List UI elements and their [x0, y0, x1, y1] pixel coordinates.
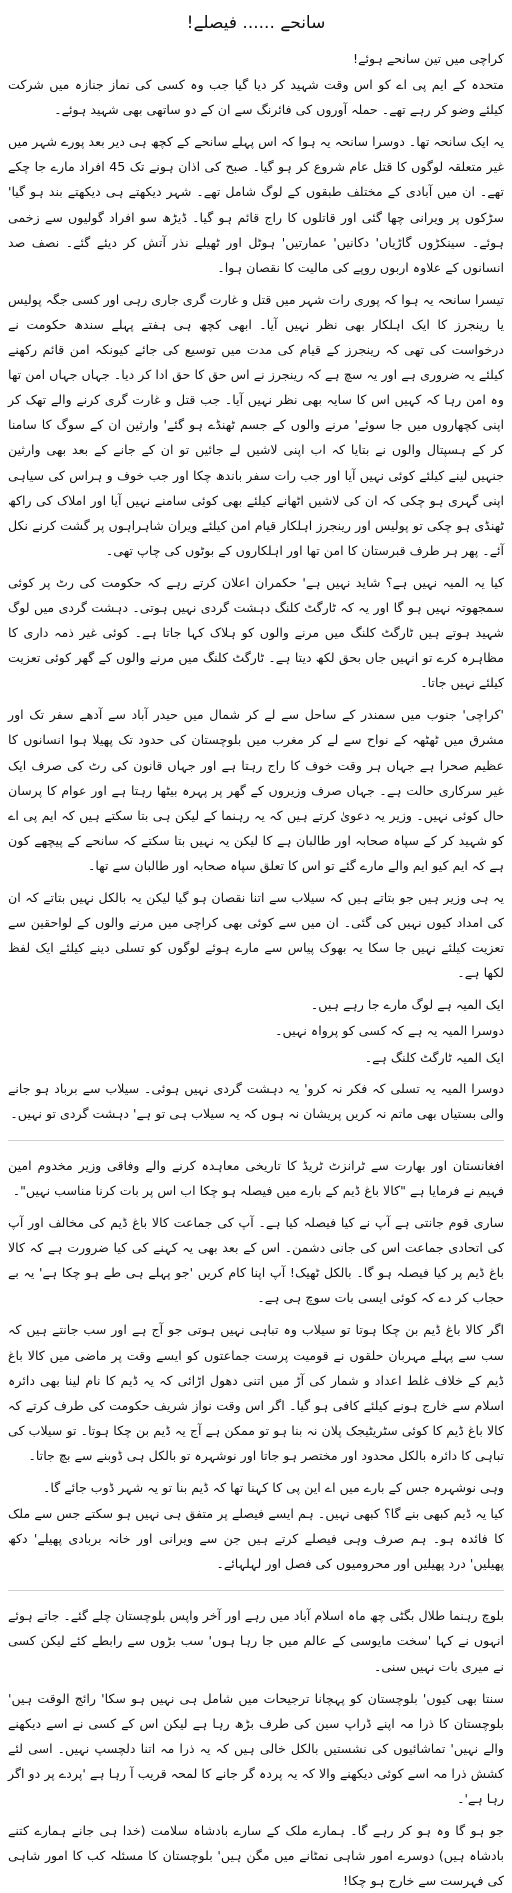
paragraph-kings: جو ہو گا وہ ہو کر رہے گا۔ ہمارے ملک کے سارے بادشاہ سلامت (خدا ہی جانے ہمارے کتنے بادشاہ ہیں) دوسرے امور شاہی نمٹانے میں مگن ہیں' بلوچستان کا مسئلہ کب کا امور شاہی کی فہرست سے خارج ہو چکا! [8, 1823, 504, 1889]
paragraph-intro: کراچی میں تین سانحے ہوئے! [353, 51, 504, 66]
section-kalabagh-dam [8, 1153, 504, 1577]
article-body [8, 46, 504, 1893]
paragraph-amin-fahim: افغانستان اور بھارت سے ٹرانزٹ ٹریڈ کا تاریخی معاہدہ کرنے والے وفاقی وزیر مخدوم امین فہیم نے فرمایا ہے "کالا باغ ڈیم کے بارے میں فیصلہ ہو چکا اب اس پر بات کرنا مناسب نہیں"۔ [8, 1157, 504, 1198]
paragraph-balochistan-drama: سنتا بھی کیوں' بلوچستان کو پہچانا ترجیحات میں شامل ہی نہیں ہو سکا' رائج الوقت ہیں' بلوچستان کا ذرا مہ اپنے ڈراپ سین کی طرف بڑھ رہا ہے لیکن اس کے کسی نے اسے دیکھنے والے نہیں' تماشائیوں کی نشستیں بالکل خالی ہیں کہ یہ ذرا مہ اتنا دلچسپ نہیں۔ اسی لئے کشش ذرا مہ اسے کوئی دیکھنے والا کہ یہ پردہ گر جانے کا لمحہ قریب آ رہا ہے 'پردے پر دو اگر رہا ہے'۔ [8, 1690, 504, 1806]
section-divider [8, 1590, 504, 1591]
paragraph-third-tragedy: تیسرا سانحہ یہ ہوا کہ پوری رات شہر میں قتل و غارت گری جاری رہی اور کسی جگہ پولیس یا رینجرز کا ایک اہلکار بھی نظر نہیں آیا۔ ابھی کچھ ہی ہفتے پہلے سندھ حکومت نے درخواست کی تھی کہ رینجرز کے قیام کی مدت میں توسیع کی جائے کیونکہ امن قائم رکھنے کیلئے یہ ضروری ہے اور یہ سچ ہے کہ رینجرز نے اس حق کا حق ادا کر دیا۔ جہاں جہاں امن تھا وہ امن رہا کہ کہیں اس کا سایہ بھی نظر نہیں آیا۔ جب قتل و غارت گری کرنے والے تھک کر اپنی کچھاروں میں جا سوئے' مرنے والوں کے جسم ٹھنڈے ہو گئے' وارثین ان کے سوگ کا سامنا کر کے ہسپتال والوں نے بتایا کہ اب اپنی لاشیں لے جائیں تو ان کے جانے کے بعد بھی وارثین جنہیں لینے کیلئے کوئی نہیں آیا اور جب رات سفر باندھ چکا اور جب خوف و ہراس کی سیاہی اپنی گہری ہو چکی کہ ان کی لاشیں اٹھانے کیلئے بھی کوئی سامنے نہیں آیا اور املاک کی راکھ ٹھنڈی ہو چکی تو پولیس اور رینجرز اہلکار قیام امن کیلئے ویران شاہراہوں پر گشت کرنے نکل آئے۔ پھر ہر طرف قبرستان کا امن تھا اور اہلکاروں کے بوٹوں کی چاپ تھی۔ [8, 291, 504, 558]
paragraph-talal-bugti: بلوچ رہنما طلال بگٹی چھ ماہ اسلام آباد میں رہے اور آخر واپس بلوچستان چلے گئے۔ جاتے ہوئے انہوں نے کہا 'سخت مایوسی کے عالم میں جا رہا ہوں' سب بڑوں سے رابطے کئے لیکن کسی نے میری بات نہیں سنی۔ [8, 1608, 504, 1674]
paragraph-is-this-tragedy: کیا یہ المیہ نہیں ہے؟ شاید نہیں ہے' حکمران اعلان کرتے رہے کہ حکومت کی رٹ پر کوئی سمجھوتہ نہیں ہو گا اور یہ کہ ٹارگٹ کلنگ دہشت گردی نہیں ہوتی۔ دہشت گردی میں لوگ شہید ہوتے ہیں ٹارگٹ کلنگ میں مرنے والوں کو ہلاک کہا جاتا ہے۔ کوئی غیر ذمہ داری کا مظاہرہ کرے تو انہیں جاں بحق لکھ دیتا ہے۔ ٹارگٹ کلنگ میں مرنے والوں کے گھر کوئی تعزیت کیلئے نہیں جاتا۔ [8, 574, 504, 691]
paragraph-second-tragedy: یہ ایک سانحہ تھا۔ دوسرا سانحہ یہ ہوا کہ اس پہلے سانحے کے کچھ ہی دیر بعد پورے شہر میں غیر متعلقہ لوگوں کا قتل عام شروع کر ہو گیا۔ صبح کی اذان ہونے تک 45 افراد مارے جا چکے تھے۔ ان میں آبادی کے مختلف طبقوں کے لوگ شامل تھے۔ شہر دیکھتے ہی دیکھتے بند ہو گیا' سڑکوں پر ویرانی چھا گئی اور قاتلوں کا راج قائم ہو گیا۔ ڈیڑھ سو افراد گولیوں سے زخمی ہوئے۔ سینکڑوں گاڑیاں' دکانیں' عمارتیں' ہوٹل اور ٹھیلے نذر آتش کر دیئے گئے۔ نصف صد انسانوں کے علاوہ اربوں روپے کی مالیت کا نقصان ہوا۔ [8, 134, 505, 275]
paragraph-flood-damage: اگر کالا باغ ڈیم بن چکا ہوتا تو سیلاب وہ تباہی نہیں ہوتی جو آج ہے اور سب جانتے ہیں کہ سب سے پہلے مہربان حلقوں نے قومیت پرست جماعتوں کو ایسے وقت پر ماضی میں کالا باغ ڈیم کے خلاف غلط اعداد و شمار کی آڑ میں اتنی دھول اڑائی کہ یہ ڈیم کا نام لینا بھی دائرہ اسلام سے خارج ہونے کیلئے کافی ہو گیا۔ اگر اس وقت نواز شریف حکومت کی طرف کرتے کہ کالا باغ ڈیم کا کوئی سٹریٹیجک پلان نہ بنا ہو تو ممکن ہے آج یہ ڈیم بن چکا ہوتا۔ تو سیلاب کی تباہی کا دائرہ بالکل محدود اور مختصر ہو جاتا اور نوشہرہ تو بالکل ہی ڈوبنے سے بچ جاتا۔ [8, 1322, 504, 1463]
section-karachi-tragedies [8, 46, 504, 1126]
quote-line: ایک المیہ ٹارگٹ کلنگ ہے۔ [364, 1049, 504, 1065]
paragraph-karachi-description: 'کراچی' جنوب میں سمندر کے ساحل سے لے کر شمال میں حیدر آباد سے آدھے سفر تک اور مشرق میں ٹھٹھہ کے نواح سے لے کر مغرب میں بلوچستان کی حدود تک پھیلا ہوا انسانوں کا عظیم صحرا ہے جہاں ہر وقت خوف کا راج رہتا ہے اور جہاں قانون کی رٹ کی صرف ایک غیر سرکاری حالت ہے۔ جہاں صرف وزیروں کے گھر پر پہرہ بیٹھا رہتا ہے اور عوام کا پرسان حال کوئی نہیں۔ وزیر یہ دعویٰ کرتے ہیں کہ یہ رہنما کے لیکن ہی بتا سکتے ہیں کہ ایم پی اے کو شہید کر کے سپاہ صحابہ اور طالبان ہے کا لیکن یہ نہیں بتا سکتے کہ سانحے کے پیچھے کون ہے کہ ایم کیو ایم والے مارے گئے تو اس کا تعلق سپاہ صحابہ اور طالبان سے تھا۔ [8, 707, 504, 873]
paragraph-ministers: یہ ہی وزیر ہیں جو بتاتے ہیں کہ سیلاب سے اتنا نقصان ہو گیا لیکن یہ بالکل نہیں بتاتے کہ ان کی امداد کیوں نہیں کی گئی۔ ان میں سے کوئی بھی کراچی میں مرنے والوں کے لواحقین سے تعزیت کیلئے نہیں جا سکا یہ بھوک پیاس سے مارے ہوئے لوگوں کو تسلی دینے کیلئے ایک لفظ لکھا ہے۔ [8, 890, 504, 981]
paragraph-will-dam-be-built: کیا یہ ڈیم کبھی بنے گا؟ کبھی نہیں۔ ہم ایسے فیصلے پر متفق ہی نہیں ہو سکتے جس سے ملک کا فائدہ ہو۔ ہم صرف وہی فیصلے کرتے ہیں جن سے ویرانی اور خانہ بربادی پھیلے' دکھ پھیلیں' درد پھیلیں اور محرومیوں کی فصل اور لہلہائے۔ [8, 1506, 504, 1572]
quote-line: دوسرا المیہ یہ ہے کہ کسی کو پرواہ نہیں۔ [275, 1023, 504, 1039]
quote-line: ایک المیہ ہے لوگ مارے جا رہے ہیں۔ [310, 997, 504, 1013]
paragraph-nowshera: وہی نوشہرہ جس کے بارے میں اے این پی کا کہنا تھا کہ ڈیم بنا تو یہ شہر ڈوب جائے گا۔ [43, 1479, 504, 1495]
paragraph-nation-knows: ساری قوم جانتی ہے آپ نے کیا فیصلہ کیا ہے۔ آپ کی جماعت کالا باغ ڈیم کی مخالف اور آپ کی اتحادی جماعت اس کی جانی دشمن۔ اس کے بعد بھی یہ کہنے کی کیا ضرورت ہے کہ کالا باغ ڈیم پر کیا فیصلہ ہو گا۔ بالکل ٹھیک! آپ اپنا کام کریں 'جو پہلے ہی طے ہو چکا ہے' یہ بے حجاب کر دے کہ کوئی ایسی بات سوچ ہی ہے۔ [8, 1215, 504, 1306]
article-headline: سانحے ...... فیصلے! [186, 13, 326, 33]
section-balochistan [8, 1603, 504, 1893]
paragraph-mpa-killing: متحدہ کے ایم پی اے کو اس وقت شہید کر دیا گیا جب وہ کسی کی نماز جنازہ میں شرکت کیلئے وضو کر رہے تھے۔ حملہ آوروں کی فائرنگ سے ان کے دو ساتھی بھی شہید ہوئے۔ [8, 77, 504, 118]
paragraph-second-tragedy-closing: دوسرا المیہ یہ تسلی کہ فکر نہ کرو' یہ دہشت گردی نہیں ہوئی۔ سیلاب سے برباد ہو جانے والی بستیاں بھی ماتم نہ کریں پریشان نہ ہوں کہ یہ سیلاب ہی تو ہے' دہشت گردی تو نہیں۔ [8, 1080, 504, 1121]
section-divider [8, 1140, 504, 1141]
